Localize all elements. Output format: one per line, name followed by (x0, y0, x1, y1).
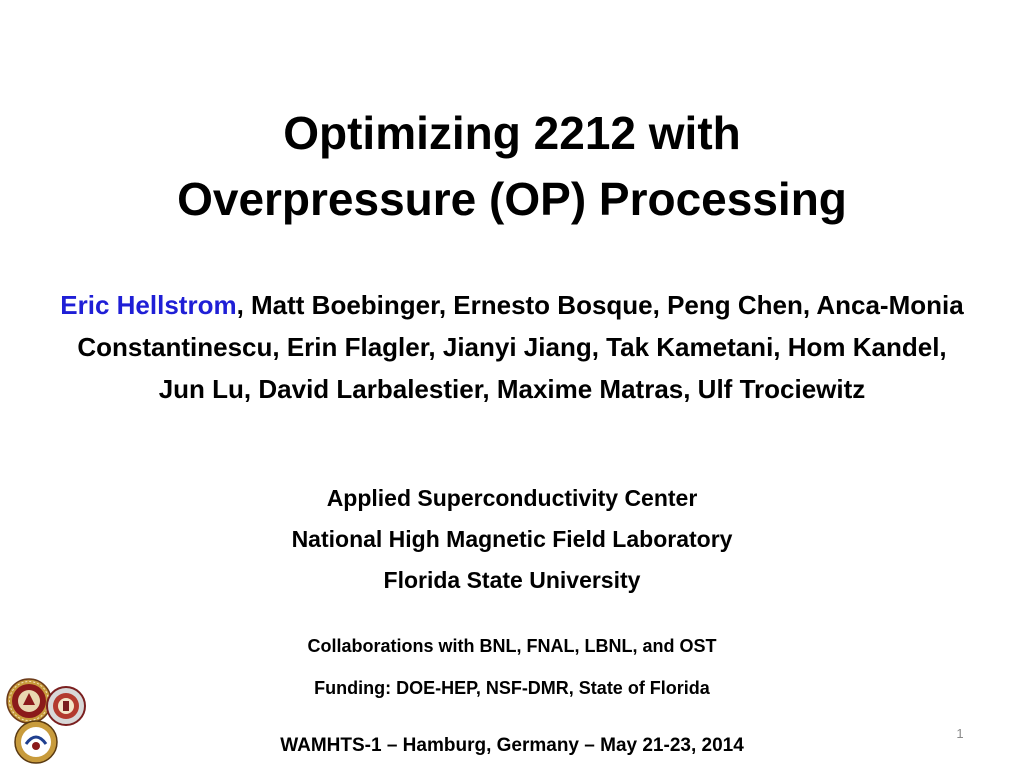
slide-title (60, 100, 964, 232)
affiliation-line-3: Florida State University (383, 567, 641, 593)
page-number: 1 (956, 726, 964, 741)
logo-cluster (0, 670, 100, 768)
presenting-author: Eric Hellstrom (60, 290, 237, 320)
author-list (60, 284, 964, 410)
affiliation-line-1: Applied Superconductivity Center (326, 485, 698, 511)
title-line-1: Optimizing 2212 with (283, 107, 741, 159)
co-authors: , Matt Boebinger, Ernesto Bosque, Peng Chen, Anca-Monia Constantinescu, Erin Flagler, Jianyi Jiang, Tak Kametani, Hom Kandel, Jun Lu, David Larbalestier, Maxime Matras, Ulf Trociewitz (77, 290, 964, 404)
affiliation-block (60, 478, 964, 601)
title-line-2: Overpressure (OP) Processing (177, 173, 847, 225)
collaborations-text: Collaborations with BNL, FNAL, LBNL, and OST (307, 636, 717, 656)
lab-seal-icon (14, 720, 58, 764)
funding-text: Funding: DOE-HEP, NSF-DMR, State of Florida (314, 678, 710, 698)
affiliation-line-2: National High Magnetic Field Laboratory (291, 526, 733, 552)
meeting-info: WAMHTS-1 – Hamburg, Germany – May 21-23, 2014 (280, 735, 744, 756)
